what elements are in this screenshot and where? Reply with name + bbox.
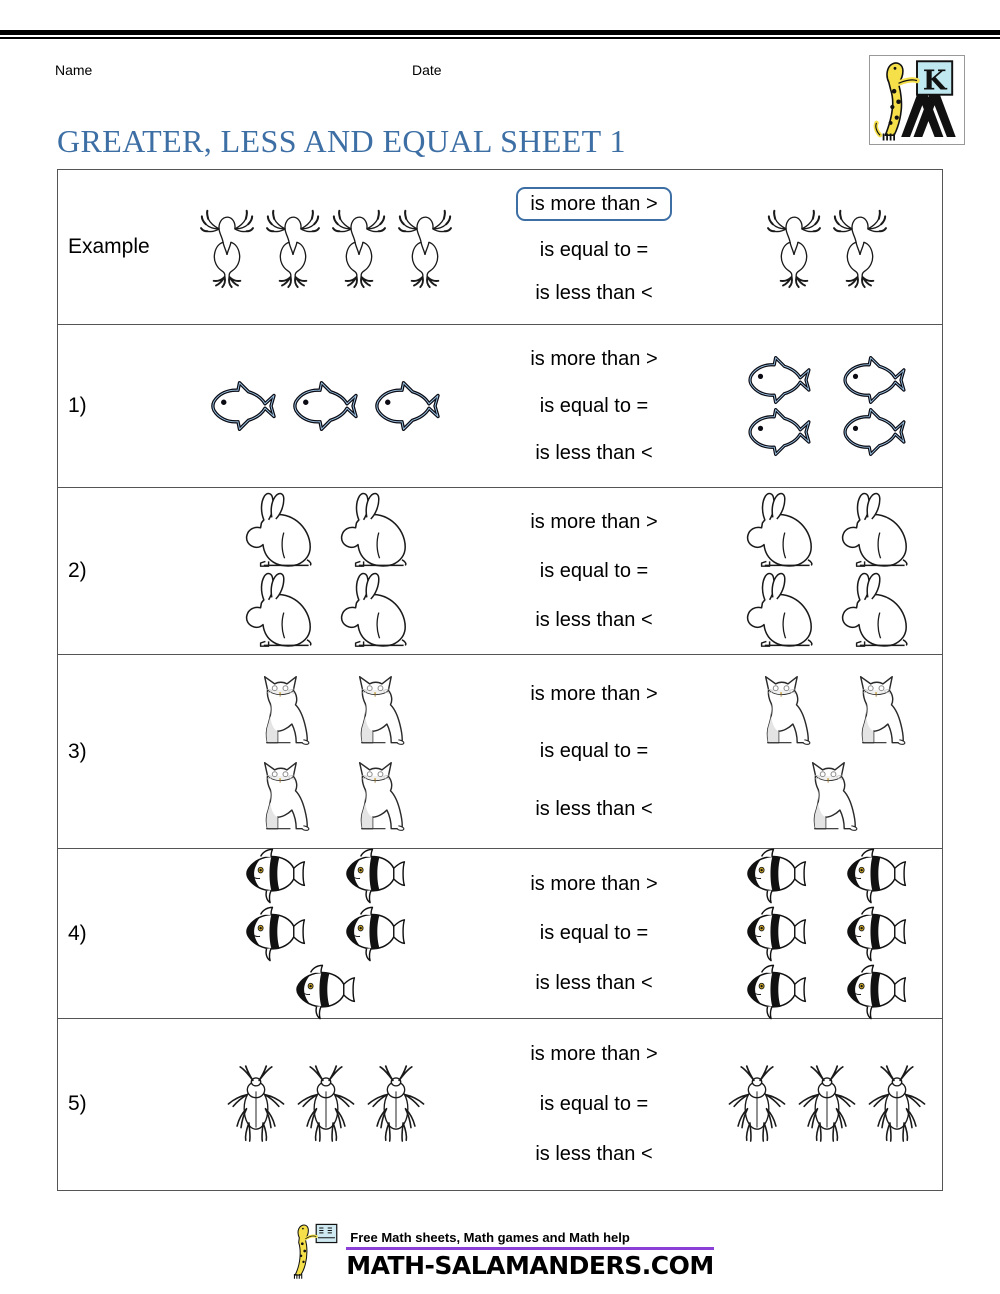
option-is-more-than[interactable]: is more than > xyxy=(530,682,658,705)
option-is-less-than[interactable]: is less than < xyxy=(535,442,653,465)
top-rule xyxy=(0,30,1000,39)
option-is-more-than[interactable]: is more than > xyxy=(530,347,658,370)
animal-group-cat-left xyxy=(231,666,421,838)
comparison-options xyxy=(476,325,712,487)
comparison-options xyxy=(476,1019,712,1189)
option-is-equal-to[interactable]: is equal to = xyxy=(539,922,649,945)
table-row xyxy=(58,849,942,1019)
cat-icon xyxy=(747,666,813,752)
rabbit-icon xyxy=(333,571,415,651)
beetle-icon xyxy=(223,1063,289,1145)
comparison-options xyxy=(476,488,712,654)
table-row xyxy=(58,1019,942,1189)
option-is-less-than[interactable]: is less than < xyxy=(535,1143,653,1165)
option-is-equal-to[interactable]: is equal to = xyxy=(539,559,649,582)
clownfish-icon xyxy=(230,847,322,905)
fish-icon xyxy=(369,379,447,433)
cat-icon xyxy=(246,666,312,752)
clownfish-icon xyxy=(731,847,823,905)
animal-group-frog-right xyxy=(763,203,891,291)
beetle-icon xyxy=(794,1063,860,1145)
option-is-equal-to[interactable]: is equal to = xyxy=(539,394,649,417)
worksheet-table xyxy=(57,169,943,1191)
footer-url[interactable]: MATH-SALAMANDERS.COM xyxy=(346,1251,714,1280)
cat-icon xyxy=(341,752,407,838)
left-quantity-group xyxy=(176,1019,476,1189)
clownfish-icon xyxy=(230,905,322,963)
fish-icon xyxy=(838,406,912,458)
table-row xyxy=(58,325,942,488)
right-quantity-group xyxy=(712,325,942,487)
animal-group-clownfish-right xyxy=(727,847,927,1021)
clownfish-icon xyxy=(831,963,923,1021)
clownfish-icon xyxy=(280,963,372,1021)
beetle-icon xyxy=(864,1063,930,1145)
right-quantity-group xyxy=(712,170,942,324)
row-label: 2) xyxy=(68,559,87,582)
footer-tagline: Free Math sheets, Math games and Math help xyxy=(346,1230,713,1250)
left-quantity-group xyxy=(176,655,476,848)
right-quantity-group xyxy=(712,488,942,654)
rabbit-icon xyxy=(238,571,320,651)
beetle-icon xyxy=(724,1063,790,1145)
animal-group-beetle-right xyxy=(724,1063,930,1145)
beetle-icon xyxy=(293,1063,359,1145)
right-quantity-group xyxy=(712,1019,942,1189)
fish-icon xyxy=(205,379,283,433)
fish-icon xyxy=(743,354,817,406)
animal-group-rabbit-right xyxy=(732,491,922,651)
cat-icon xyxy=(341,666,407,752)
option-is-equal-to[interactable]: is equal to = xyxy=(539,238,649,261)
rabbit-icon xyxy=(739,571,821,651)
frog-icon xyxy=(763,203,825,291)
row-label: 1) xyxy=(68,394,87,417)
animal-group-fish-left xyxy=(205,379,447,433)
right-quantity-group xyxy=(712,849,942,1018)
frog-icon xyxy=(394,203,456,291)
page-footer xyxy=(0,1216,1000,1286)
clownfish-icon xyxy=(731,963,823,1021)
name-label: Name xyxy=(55,62,93,78)
page-title: GREATER, LESS AND EQUAL SHEET 1 xyxy=(57,123,626,159)
clownfish-icon xyxy=(831,905,923,963)
animal-group-clownfish-left xyxy=(226,847,426,1021)
left-quantity-group xyxy=(176,325,476,487)
table-row xyxy=(58,170,942,325)
option-is-less-than[interactable]: is less than < xyxy=(535,608,653,631)
animal-group-rabbit-left xyxy=(231,491,421,651)
row-label: 5) xyxy=(68,1092,87,1115)
rabbit-icon xyxy=(238,491,320,571)
row-label: 4) xyxy=(68,921,87,945)
table-row xyxy=(58,488,942,655)
beetle-icon xyxy=(363,1063,429,1145)
animal-group-cat-right xyxy=(732,666,922,838)
fish-icon xyxy=(743,406,817,458)
frog-icon xyxy=(196,203,258,291)
clownfish-icon xyxy=(330,905,422,963)
option-is-more-than[interactable]: is more than > xyxy=(530,872,658,895)
left-quantity-group xyxy=(176,849,476,1018)
animal-group-fish-right xyxy=(732,354,922,458)
cat-icon xyxy=(246,752,312,838)
cat-icon xyxy=(842,666,908,752)
table-row xyxy=(58,655,942,849)
cat-icon xyxy=(794,752,860,838)
date-label: Date xyxy=(412,62,442,78)
fish-icon xyxy=(838,354,912,406)
option-is-equal-to[interactable]: is equal to = xyxy=(539,1093,649,1115)
option-is-less-than[interactable]: is less than < xyxy=(535,798,653,821)
row-label: 3) xyxy=(68,739,87,763)
rabbit-icon xyxy=(739,491,821,571)
right-quantity-group xyxy=(712,655,942,848)
animal-group-beetle-left xyxy=(223,1063,429,1145)
rabbit-icon xyxy=(333,491,415,571)
option-is-more-than[interactable]: is more than > xyxy=(530,1043,658,1065)
left-quantity-group xyxy=(176,488,476,654)
clownfish-icon xyxy=(731,905,823,963)
clownfish-icon xyxy=(330,847,422,905)
option-is-more-than[interactable]: is more than > xyxy=(530,511,658,534)
option-is-less-than[interactable]: is less than < xyxy=(535,281,653,304)
comparison-options xyxy=(476,655,712,848)
math-salamanders-logo xyxy=(869,55,965,145)
option-is-equal-to[interactable]: is equal to = xyxy=(539,740,649,763)
rabbit-icon xyxy=(834,491,916,571)
animal-group-frog-left xyxy=(196,203,456,291)
comparison-options xyxy=(476,849,712,1018)
frog-icon xyxy=(829,203,891,291)
fish-icon xyxy=(287,379,365,433)
rabbit-icon xyxy=(834,571,916,651)
row-label: Example xyxy=(68,235,150,258)
option-is-less-than[interactable]: is less than < xyxy=(535,972,653,995)
option-is-more-than[interactable]: is more than > xyxy=(516,187,671,221)
math-salamanders-footer-logo xyxy=(286,1222,344,1280)
left-quantity-group xyxy=(176,170,476,324)
frog-icon xyxy=(328,203,390,291)
clownfish-icon xyxy=(831,847,923,905)
frog-icon xyxy=(262,203,324,291)
comparison-options xyxy=(476,170,712,324)
